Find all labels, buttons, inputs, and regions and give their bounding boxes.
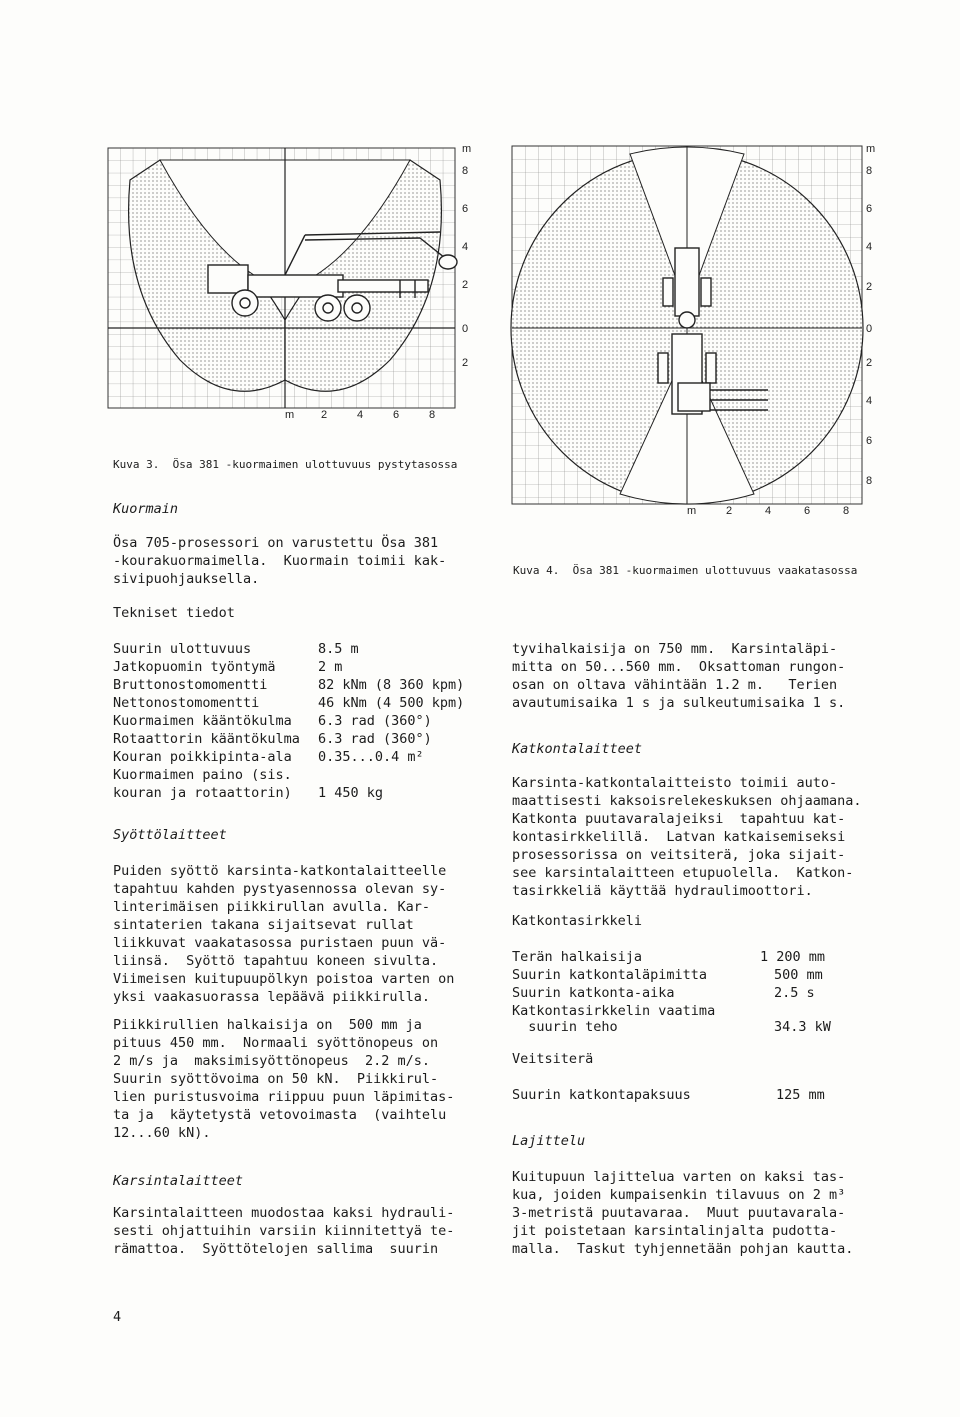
spec-value: 500 mm	[774, 967, 823, 983]
fig4-y-tick: 4	[866, 241, 873, 253]
spec-label: Suurin ulottuvuus	[113, 641, 252, 657]
figure-4-reach-diagram	[500, 138, 885, 523]
spec-label: Nettonostomomentti	[113, 695, 260, 711]
spec-label: Kuormaimen kääntökulma	[113, 713, 292, 729]
heading-katkontalaitteet: Katkontalaitteet	[512, 741, 643, 757]
spec-value: 1 200 mm	[760, 949, 826, 965]
spec-value: 0.35...0.4 m²	[318, 749, 424, 765]
spec-value: 6.3 rad (360°)	[318, 713, 432, 729]
spec-value: 2.5 s	[774, 985, 815, 1001]
spec-value: 2 m	[318, 659, 343, 675]
fig4-x-tick: 2	[726, 505, 733, 517]
fig4-y-tick: 6	[866, 203, 873, 215]
spec-label: Suurin katkontaläpimitta	[512, 967, 708, 983]
fig3-x-tick: 6	[393, 409, 400, 420]
fig4-y-tick: m	[866, 143, 876, 155]
spec-label: kouran ja rotaattorin)	[113, 785, 292, 801]
spec-label: Terän halkaisija	[512, 949, 643, 965]
fig3-y-tick: 6	[462, 203, 469, 215]
fig3-x-tick: 8	[429, 409, 436, 420]
fig3-y-tick: 8	[462, 165, 469, 177]
spec-label: Kouran poikkipinta-ala	[113, 749, 292, 765]
fig3-y-tick: 2	[462, 279, 469, 291]
fig4-x-tick: 8	[843, 505, 850, 517]
spec-label: Jatkopuomin työntymä	[113, 659, 276, 675]
figure-3-y-ticks	[462, 143, 471, 369]
fig4-x-tick: 6	[804, 505, 811, 517]
heading-syottolaitteet: Syöttölaitteet	[113, 827, 227, 843]
spec-label: Bruttonostomomentti	[113, 677, 268, 693]
heading-karsintalaitteet: Karsintalaitteet	[113, 1173, 244, 1189]
syotto-paragraph-1: Puiden syöttö karsinta-katkontalaitteelle tapahtuu kahden pystyasennossa olevan sy- linterimäisen piikkirullan avulla. Kar- sintaterien takana sijaitsevat rullat liikkuvat vaakatasossa puristaen puun vä- liinsä. Syöttö tapahtuu koneen sivulta. Viimeisen kuitupuupölkyn poistoa varten on yksi vaakasuorassa lepäävä piikkirulla.	[113, 863, 455, 1005]
fig3-x-tick: m	[285, 409, 295, 420]
figure-3-caption: Kuva 3. Ösa 381 -kuormaimen ulottuvuus pystytasossa	[113, 458, 458, 471]
syotto-paragraph-2: Piikkirullien halkaisija on 500 mm ja pituus 450 mm. Normaali syöttönopeus on 2 m/s ja maksimisyöttönopeus 2.2 m/s. Suurin syöttövoima on 50 kN. Piikkirul- lien puristusvoima riippuu puun läpimitas- ta ja käytetystä vetovoimasta (vaihtelu 12...60 kN).	[113, 1017, 455, 1141]
fig3-y-tick: 4	[462, 241, 469, 253]
fig4-y-tick: 8	[866, 475, 873, 487]
fig4-y-tick: 6	[866, 435, 873, 447]
fig4-y-tick: 8	[866, 165, 873, 177]
spec-value: 82 kNm (8 360 kpm)	[318, 677, 465, 693]
fig4-y-tick: 2	[866, 357, 873, 369]
spec-label: Suurin katkonta-aika	[512, 985, 675, 1001]
spec-label: suurin teho	[512, 1019, 618, 1035]
fig4-y-tick: 2	[866, 281, 873, 293]
spec-value: 1 450 kg	[318, 785, 384, 801]
spec-label: Kuormaimen paino (sis.	[113, 767, 292, 783]
heading-tekniset-tiedot: Tekniset tiedot	[113, 605, 235, 621]
figure-3-x-ticks	[285, 409, 435, 420]
figure-4-y-ticks	[866, 143, 875, 487]
fig3-y-tick: 0	[462, 323, 469, 335]
heading-veitsitera: Veitsiterä	[512, 1051, 594, 1067]
kuormain-paragraph: Ösa 705-prosessori on varustettu Ösa 381 -kourakuormaimella. Kuormain toimii kak- sivipuohjauksella.	[113, 535, 447, 587]
spec-label: Rotaattorin kääntökulma	[113, 731, 300, 747]
spec-label: Katkontasirkkelin vaatima	[512, 1003, 716, 1019]
fig4-y-tick: 4	[866, 395, 873, 407]
fig4-x-tick: m	[687, 505, 697, 517]
heading-katkontasirkkeli: Katkontasirkkeli	[512, 913, 643, 929]
spec-value: 8.5 m	[318, 641, 359, 657]
fig3-y-tick: 2	[462, 357, 469, 369]
figure-4-caption: Kuva 4. Ösa 381 -kuormaimen ulottuvuus vaakatasossa	[513, 564, 858, 577]
fig4-y-tick: 0	[866, 323, 873, 335]
heading-lajittelu: Lajittelu	[512, 1133, 586, 1149]
veitsi-value: 125 mm	[776, 1087, 825, 1103]
katkonta-paragraph: Karsinta-katkontalaitteisto toimii auto- maattisesti kaksoisrelekeskuksen ohjaamana. Katkonta puutavaralajeiksi tapahtuu kat- kontasirkkelillä. Latvan katkaisemiseksi prosessorissa on veitsiterä, joka sijait- see karsintalaitteen etupuolella. Katkon- tasirkkeliä käyttää hydraulimoottori.	[512, 775, 862, 899]
right-paragraph-1: tyvihalkaisija on 750 mm. Karsintaläpi- mitta on 50...560 mm. Oksattoman rungon- osan on oltava vähintään 1.2 m. Terien avautumisaika 1 s ja sulkeutumisaika 1 s.	[512, 641, 846, 711]
spec-value: 6.3 rad (360°)	[318, 731, 432, 747]
heading-kuormain: Kuormain	[113, 501, 179, 517]
fig3-x-tick: 4	[357, 409, 364, 420]
lajittelu-paragraph: Kuitupuun lajittelua varten on kaksi tas- kua, joiden kumpaisenkin tilavuus on 2 m³ 3-metristä puutavaraa. Muut puutavarala- jit poistetaan karsintalinjalta pudotta- malla. Taskut tyhjennetään pohjan kautta.	[512, 1169, 854, 1257]
fig4-x-tick: 4	[765, 505, 772, 517]
page-number: 4	[113, 1309, 122, 1325]
figure-3-reach-diagram	[100, 140, 480, 420]
spec-value: 34.3 kW	[774, 1019, 831, 1035]
karsinta-paragraph: Karsintalaitteen muodostaa kaksi hydrauli- sesti ohjattuihin varsiin kiinnitettyä te- rämattoa. Syöttötelojen sallima suurin	[113, 1205, 455, 1257]
spec-value: 46 kNm (4 500 kpm)	[318, 695, 465, 711]
figure-4-x-ticks	[687, 505, 849, 517]
fig3-x-tick: 2	[321, 409, 328, 420]
fig3-y-tick: m	[462, 143, 472, 155]
veitsi-label: Suurin katkontapaksuus	[512, 1087, 691, 1103]
